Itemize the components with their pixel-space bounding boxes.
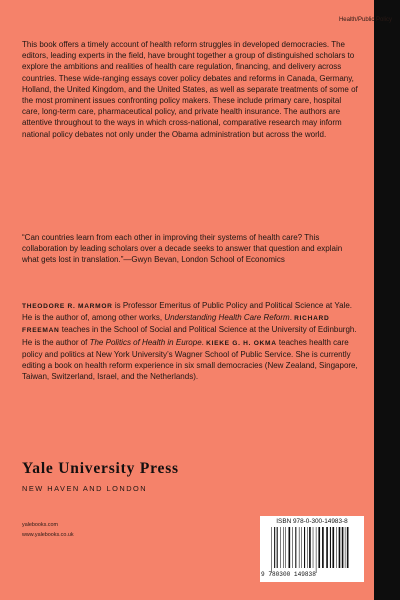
website-link[interactable]: yalebooks.com xyxy=(22,522,58,528)
editor-name: KIEKE G. H. OKMA xyxy=(206,339,277,347)
endorsement-quote xyxy=(22,232,358,266)
publisher-cities: NEW HAVEN AND LONDON xyxy=(22,484,148,493)
editor-name: RICHARD FREEMAN xyxy=(22,315,330,335)
editor-book-title: Understanding Health Care Reform xyxy=(164,313,290,323)
barcode-digits: 9 780300 149838 xyxy=(261,571,316,578)
publisher-name: Yale University Press xyxy=(22,460,179,477)
spine-edge xyxy=(374,0,400,600)
quote-attribution: —Gwyn Bevan, London School of Economics xyxy=(123,255,285,265)
editor-bio: teaches in the School of Social and Political Science at the University of Edinburgh. He is the author of xyxy=(22,325,357,347)
book-description: This book offers a timely account of health reform struggles in developed democracies. The editors, leading experts in the field, have brought together a group of distinguished scholars to explore the ambitions and realities of health care regulation, financing, and delivery across countries. These wide-ranging essays cover policy debates and reforms in Canada, Germany, Holland, the United Kingdom, and the United States, as well as separate treatments of some of the most prominent issues confronting policy makers. These include primary care, hospital care, long-term care, pharmaceutical policy, and private health insurance. The authors are attentive throughout to the ways in which cross-national, comparative research may inform national policy debates not only under the Obama administration but across the world. xyxy=(22,40,358,139)
isbn-label: ISBN 978-0-300-14983-8 xyxy=(276,518,348,525)
editor-bio: is Professor Emeritus of Public Policy and Political Science at Yale. He is the author of, among other works, xyxy=(22,301,352,323)
editor-bios xyxy=(22,300,358,382)
quote-text: “Can countries learn from each other in improving their systems of health care? This collaboration by leading scholars over a decade seeks to answer that question and explain what gets lost in translation.” xyxy=(22,233,343,265)
editor-book-title: The Politics of Health in Europe xyxy=(89,337,202,347)
category-label: Health/Public Policy xyxy=(338,17,392,23)
barcode-box xyxy=(260,516,364,582)
editor-bio: teaches health care policy and politics at New York University’s Wagner School of Public Service. She is currently editing a book on health reform experience in six small democracies (New Zealand, Singapore, Taiwan, Switzerland, Israel, and the Netherlands). xyxy=(22,337,358,382)
website-link[interactable]: www.yalebooks.co.uk xyxy=(22,532,74,538)
editor-name: THEODORE R. MARMOR xyxy=(22,303,113,310)
editor-bio-end: . xyxy=(201,337,207,347)
editor-bio-end: . xyxy=(289,313,295,323)
barcode-icon xyxy=(271,527,359,573)
